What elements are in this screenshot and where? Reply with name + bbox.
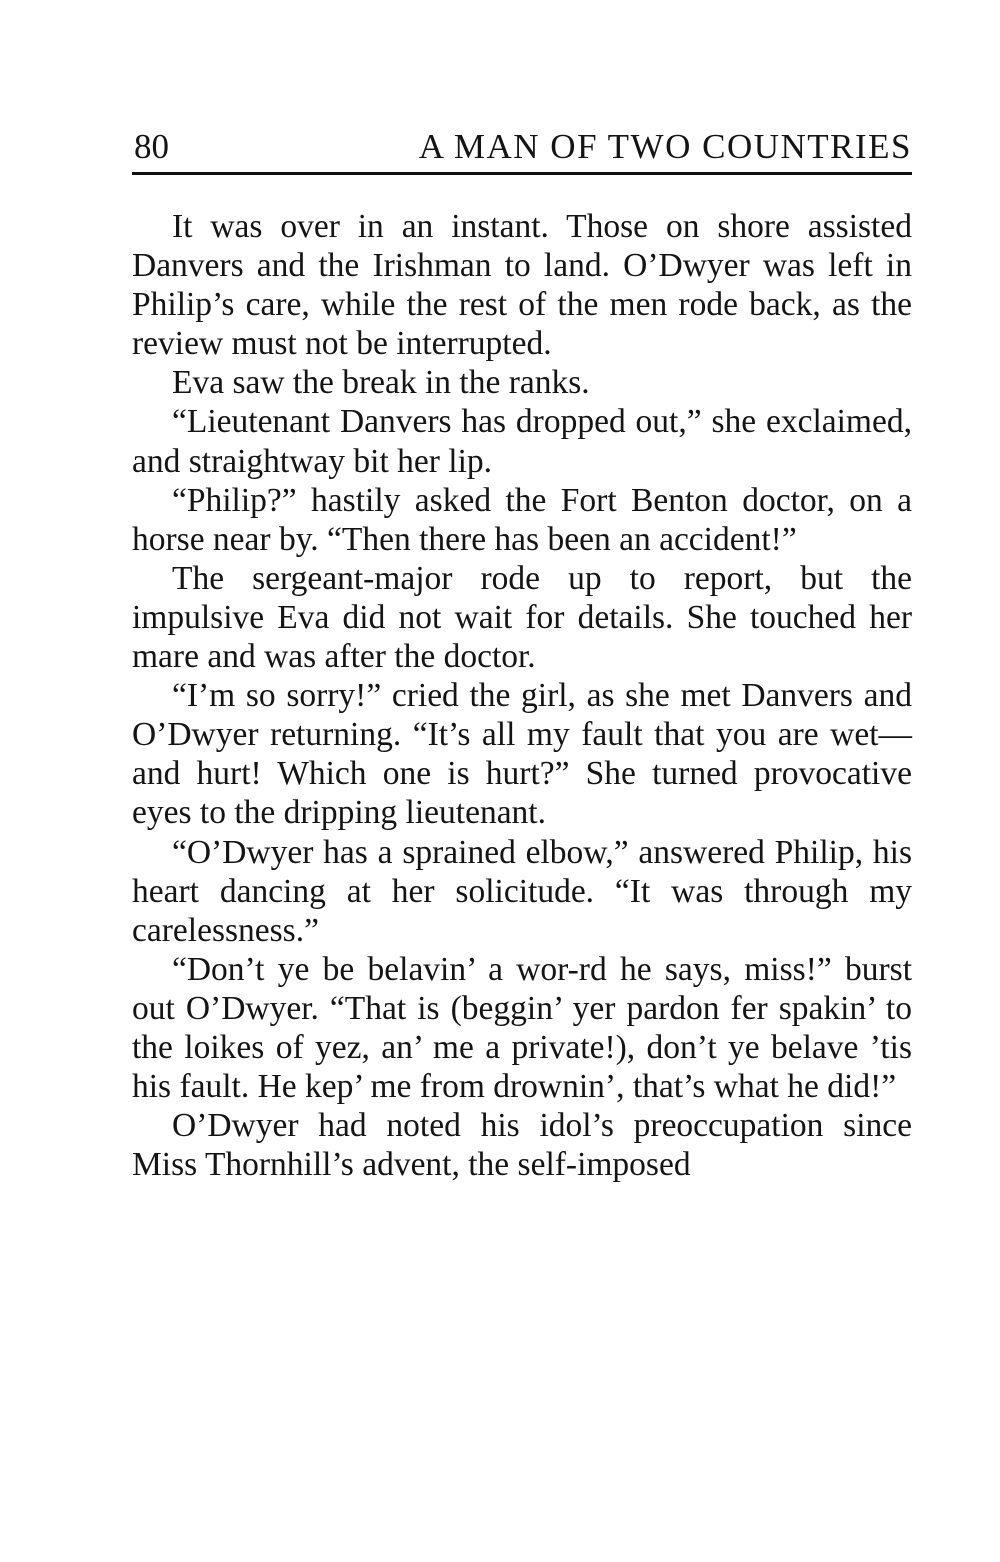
running-head	[132, 124, 912, 170]
paragraph: O’Dwyer had noted his idol’s preoccupation since Miss Thornhill’s advent, the self-imposed	[132, 1107, 912, 1184]
paragraph: Eva saw the break in the ranks.	[172, 364, 590, 402]
book-page	[132, 124, 912, 1184]
paragraph: “Don’t ye be belavin’ a wor-rd he says, miss!” burst out O’Dwyer. “That is (beggin’ yer pardon fer spakin’ to the loikes of yez, an’ me a private!), don’t ye belave ’tis his fault. He kep’ me from drownin’, that’s what he did!”	[132, 950, 912, 1106]
page-number: 80	[134, 127, 169, 166]
body-text	[132, 207, 912, 1184]
paragraph: It was over in an instant. Those on shore assisted Danvers and the Irishman to land. O’Dwyer was left in Philip’s care, while the rest of the men rode back, as the review must not be interrupted.	[132, 208, 912, 363]
paragraph: “I’m so sorry!” cried the girl, as she met Danvers and O’Dwyer returning. “It’s all my fault that you are wet—and hurt! Which one is hurt?” She turned provocative eyes to the dripping lieutenant.	[132, 677, 912, 832]
header-rule	[132, 172, 912, 175]
paragraph: “Lieutenant Danvers has dropped out,” she exclaimed, and straightway bit her lip.	[132, 403, 912, 480]
book-title: A MAN OF TWO COUNTRIES	[418, 127, 912, 166]
paragraph: “O’Dwyer has a sprained elbow,” answered Philip, his heart dancing at her solicitude. “It was through my carelessness.”	[132, 833, 912, 949]
paragraph: “Philip?” hastily asked the Fort Benton doctor, on a horse near by. “Then there has been an accident!”	[132, 481, 912, 558]
paragraph: The sergeant-major rode up to report, but the impulsive Eva did not wait for details. She touched her mare and was after the doctor.	[132, 559, 912, 676]
